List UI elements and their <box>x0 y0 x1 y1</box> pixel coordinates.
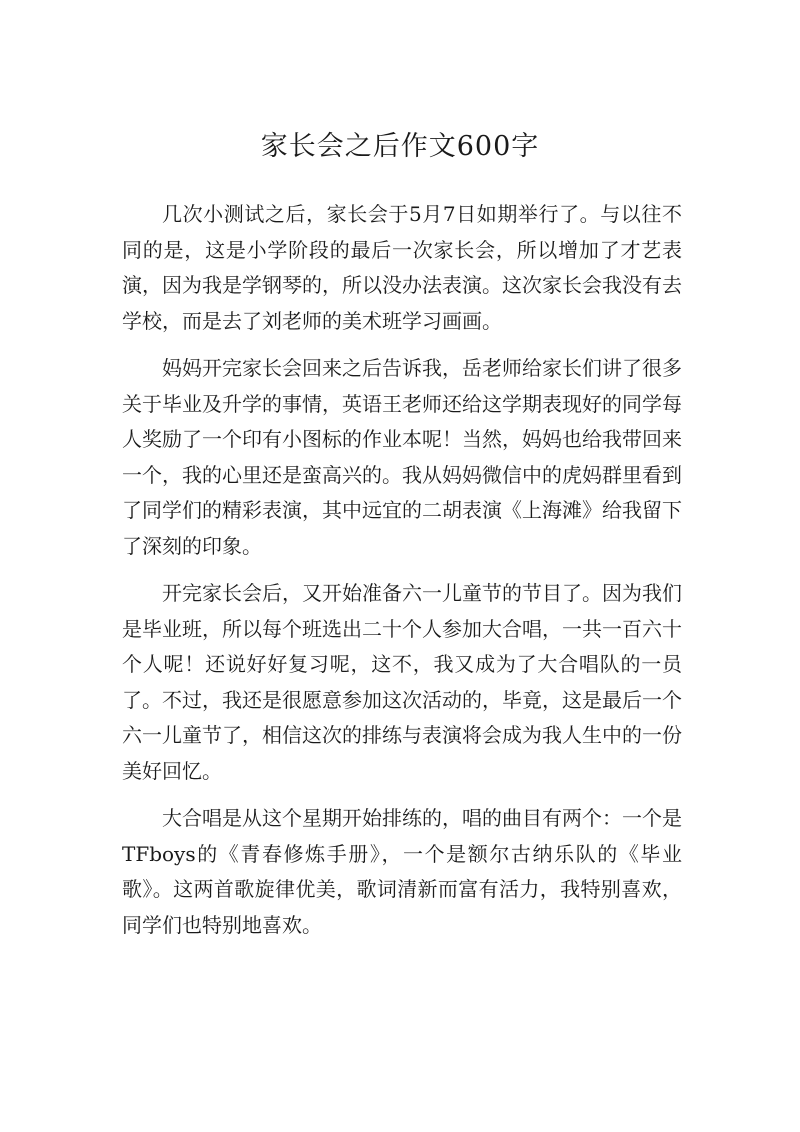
paragraph-4: 大合唱是从这个星期开始排练的，唱的曲目有两个：一个是TFboys的《青春修炼手册》，一个是额尔古纳乐队的《毕业歌》。这两首歌旋律优美，歌词清新而富有活力，我特别喜欢，同学们也特别地喜欢。 <box>122 806 682 937</box>
page-title: 家长会之后作文600字 <box>260 131 540 162</box>
paragraph-3: 开完家长会后，又开始准备六一儿童节的节目了。因为我们是毕业班，所以每个班选出二十个人参加大合唱，一共一百六十个人呢！还说好好复习呢，这不，我又成为了大合唱队的一员了。不过，我还是很愿意参加这次活动的，毕竟，这是最后一个六一儿童节了，相信这次的排练与表演将会成为我人生中的一份美好回忆。 <box>122 581 682 783</box>
paragraph-1: 几次小测试之后，家长会于5月7日如期举行了。与以往不同的是，这是小学阶段的最后一次家长会，所以增加了才艺表演，因为我是学钢琴的，所以没办法表演。这次家长会我没有去学校，而是去了刘老师的美术班学习画画。 <box>122 202 682 333</box>
paragraph-2: 妈妈开完家长会回来之后告诉我，岳老师给家长们讲了很多关于毕业及升学的事情，英语王老师还给这学期表现好的同学每人奖励了一个印有小图标的作业本呢！当然，妈妈也给我带回来一个，我的心里还是蛮高兴的。我从妈妈微信中的虎妈群里看到了同学们的精彩表演，其中远宜的二胡表演《上海滩》给我留下了深刻的印象。 <box>122 356 682 558</box>
essay-body <box>122 197 682 955</box>
